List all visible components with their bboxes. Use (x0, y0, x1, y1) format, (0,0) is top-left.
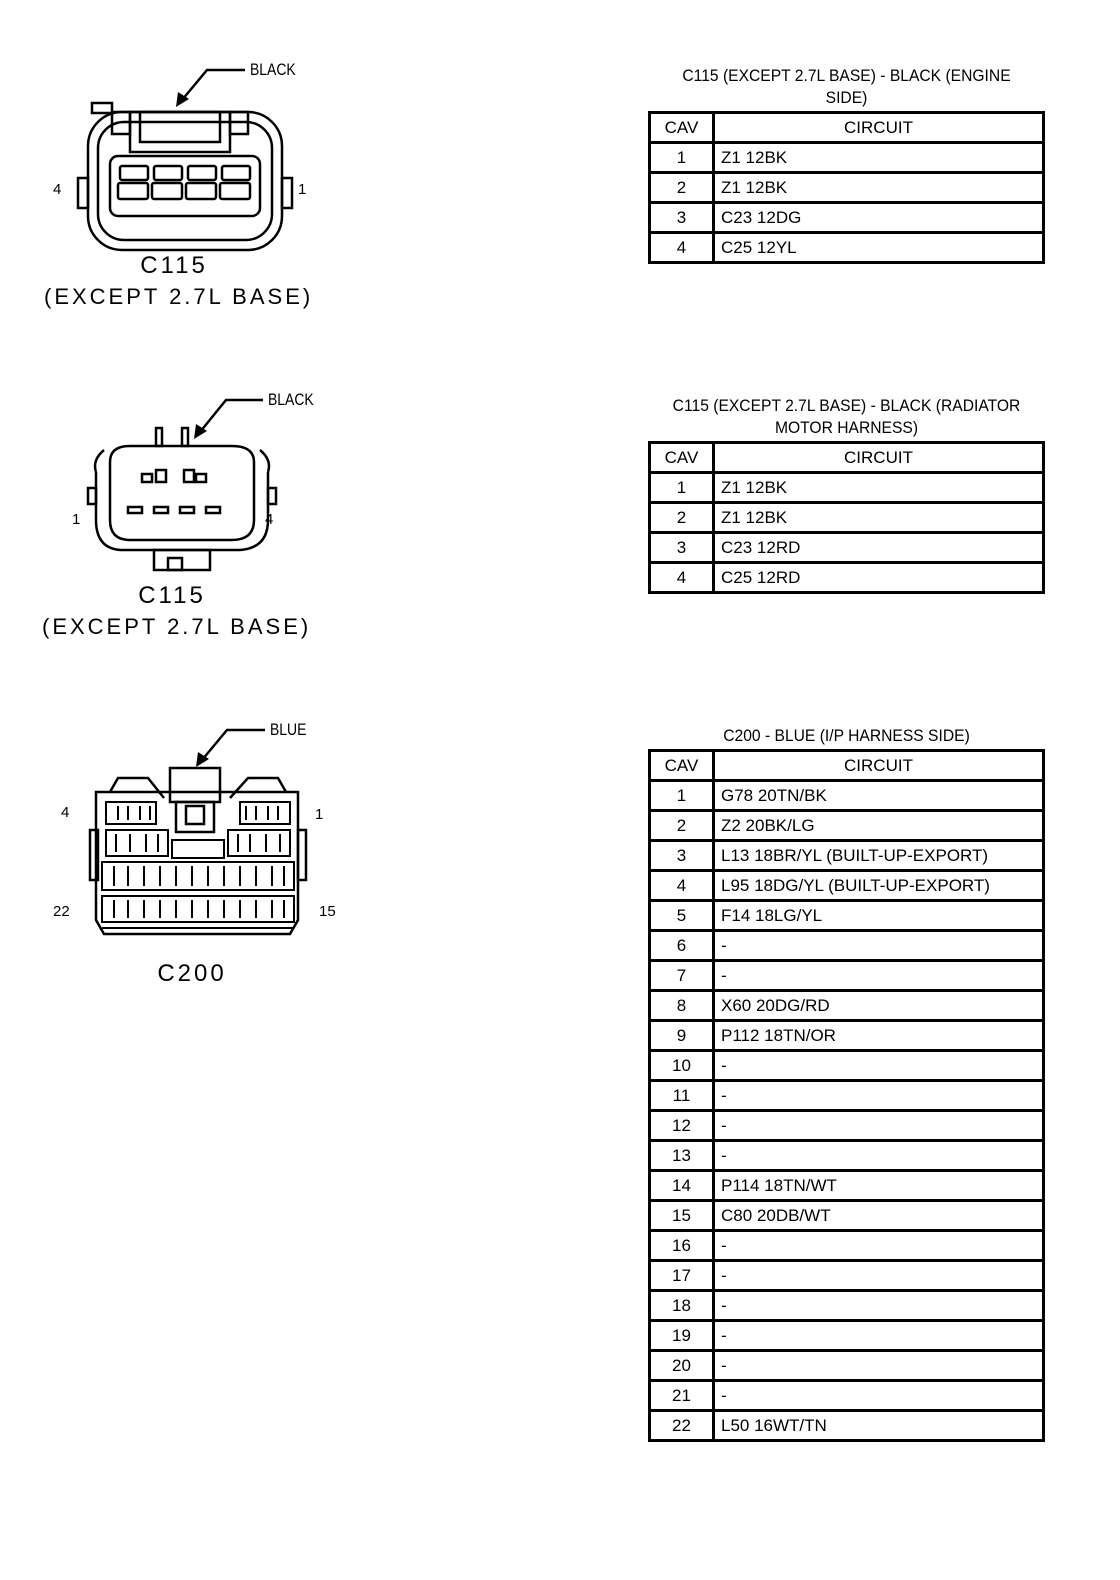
connector-note: (EXCEPT 2.7L BASE) (42, 614, 312, 639)
header-cav: CAV (650, 443, 714, 473)
cavity-cell: 9 (650, 1021, 714, 1051)
cavity-cell: 2 (650, 811, 714, 841)
circuit-cell: Z1 12BK (714, 143, 1044, 173)
table-row (650, 503, 1044, 533)
circuit-cell: - (714, 1381, 1044, 1411)
table-row (650, 991, 1044, 1021)
table-row (650, 1051, 1044, 1081)
cavity-cell: 16 (650, 1231, 714, 1261)
pin-number-left: 4 (53, 181, 62, 198)
connector-name: C115 (138, 582, 206, 609)
circuit-cell: Z1 12BK (714, 503, 1044, 533)
pin-table (648, 441, 1045, 594)
circuit-cell: - (714, 1231, 1044, 1261)
pin-table-c200 (648, 725, 1045, 1442)
connector-color-label: BLACK (268, 390, 314, 409)
table-row (650, 1261, 1044, 1291)
table-row (650, 533, 1044, 563)
pin-number-bottom-right: 15 (319, 903, 336, 920)
table-row (650, 143, 1044, 173)
circuit-cell: Z1 12BK (714, 473, 1044, 503)
cavity-cell: 3 (650, 203, 714, 233)
cavity-cell: 2 (650, 503, 714, 533)
table-row (650, 1081, 1044, 1111)
cavity-cell: 3 (650, 841, 714, 871)
cavity-cell: 11 (650, 1081, 714, 1111)
table-row (650, 203, 1044, 233)
connector-c115-engine-drawing (0, 0, 560, 330)
header-circuit: CIRCUIT (714, 443, 1044, 473)
cavity-cell: 10 (650, 1051, 714, 1081)
circuit-cell: - (714, 1051, 1044, 1081)
cavity-cell: 5 (650, 901, 714, 931)
pin-table-c115-radiator (648, 395, 1045, 594)
cavity-cell: 21 (650, 1381, 714, 1411)
table-row (650, 1111, 1044, 1141)
cavity-cell: 13 (650, 1141, 714, 1171)
cavity-cell: 4 (650, 563, 714, 593)
cavity-cell: 15 (650, 1201, 714, 1231)
connector-c200-drawing (0, 700, 560, 1000)
cavity-cell: 2 (650, 173, 714, 203)
cavity-cell: 1 (650, 143, 714, 173)
connector-color-label: BLUE (270, 720, 307, 739)
cavity-cell: 12 (650, 1111, 714, 1141)
circuit-cell: - (714, 931, 1044, 961)
pin-number-left: 1 (72, 511, 81, 528)
connector-c200 (0, 700, 560, 1000)
circuit-cell: P112 18TN/OR (714, 1021, 1044, 1051)
cavity-cell: 18 (650, 1291, 714, 1321)
circuit-cell: P114 18TN/WT (714, 1171, 1044, 1201)
table-row (650, 871, 1044, 901)
circuit-cell: L50 16WT/TN (714, 1411, 1044, 1441)
circuit-cell: L95 18DG/YL (BUILT-UP-EXPORT) (714, 871, 1044, 901)
table-row (650, 1171, 1044, 1201)
table-header-row (650, 113, 1044, 143)
table-row (650, 961, 1044, 991)
table-row (650, 931, 1044, 961)
table-row (650, 841, 1044, 871)
table-title: C115 (EXCEPT 2.7L BASE) - BLACK (RADIATOR MOTOR HARNESS) (672, 396, 1021, 437)
circuit-cell: C23 12RD (714, 533, 1044, 563)
connector-c115-engine (0, 0, 560, 330)
connector-c115-radiator (0, 380, 560, 660)
table-row (650, 1321, 1044, 1351)
circuit-cell: - (714, 961, 1044, 991)
pin-number-right: 4 (265, 511, 274, 528)
table-row (650, 173, 1044, 203)
cavity-cell: 4 (650, 871, 714, 901)
pin-number-right: 1 (298, 181, 307, 198)
circuit-cell: F14 18LG/YL (714, 901, 1044, 931)
circuit-cell: C25 12YL (714, 233, 1044, 263)
table-row (650, 563, 1044, 593)
pin-table-c115-engine (648, 65, 1045, 264)
table-row (650, 1291, 1044, 1321)
circuit-cell: C25 12RD (714, 563, 1044, 593)
cavity-cell: 6 (650, 931, 714, 961)
circuit-cell: - (714, 1321, 1044, 1351)
table-row (650, 1201, 1044, 1231)
circuit-cell: Z1 12BK (714, 173, 1044, 203)
table-row (650, 1141, 1044, 1171)
circuit-cell: C23 12DG (714, 203, 1044, 233)
cavity-cell: 1 (650, 473, 714, 503)
table-header-row (650, 443, 1044, 473)
cavity-cell: 3 (650, 533, 714, 563)
circuit-cell: - (714, 1141, 1044, 1171)
circuit-cell: - (714, 1261, 1044, 1291)
pin-number-top-left: 4 (61, 804, 70, 821)
table-row (650, 1351, 1044, 1381)
circuit-cell: L13 18BR/YL (BUILT-UP-EXPORT) (714, 841, 1044, 871)
circuit-cell: - (714, 1291, 1044, 1321)
table-row (650, 1231, 1044, 1261)
circuit-cell: - (714, 1081, 1044, 1111)
pin-number-bottom-left: 22 (53, 903, 70, 920)
circuit-cell: C80 20DB/WT (714, 1201, 1044, 1231)
connector-name: C200 (157, 960, 227, 987)
table-row (650, 811, 1044, 841)
pin-table (648, 111, 1045, 264)
circuit-cell: X60 20DG/RD (714, 991, 1044, 1021)
circuit-cell: Z2 20BK/LG (714, 811, 1044, 841)
header-circuit: CIRCUIT (714, 113, 1044, 143)
connector-color-label: BLACK (250, 60, 296, 79)
cavity-cell: 22 (650, 1411, 714, 1441)
pin-table (648, 749, 1045, 1442)
table-header-row (650, 751, 1044, 781)
connector-note: (EXCEPT 2.7L BASE) (44, 284, 314, 309)
table-row (650, 473, 1044, 503)
table-row (650, 901, 1044, 931)
circuit-cell: - (714, 1351, 1044, 1381)
circuit-cell: G78 20TN/BK (714, 781, 1044, 811)
cavity-cell: 7 (650, 961, 714, 991)
connector-name: C115 (140, 252, 208, 279)
table-title: C115 (EXCEPT 2.7L BASE) - BLACK (ENGINE SIDE) (682, 66, 1011, 107)
pin-number-top-right: 1 (315, 806, 324, 823)
circuit-cell: - (714, 1111, 1044, 1141)
cavity-cell: 19 (650, 1321, 714, 1351)
header-cav: CAV (650, 751, 714, 781)
cavity-cell: 8 (650, 991, 714, 1021)
cavity-cell: 4 (650, 233, 714, 263)
cavity-cell: 17 (650, 1261, 714, 1291)
header-cav: CAV (650, 113, 714, 143)
table-row (650, 1021, 1044, 1051)
table-row (650, 1411, 1044, 1441)
cavity-cell: 20 (650, 1351, 714, 1381)
cavity-cell: 14 (650, 1171, 714, 1201)
table-row (650, 781, 1044, 811)
table-row (650, 233, 1044, 263)
table-row (650, 1381, 1044, 1411)
table-title: C200 - BLUE (I/P HARNESS SIDE) (723, 726, 970, 745)
cavity-cell: 1 (650, 781, 714, 811)
header-circuit: CIRCUIT (714, 751, 1044, 781)
